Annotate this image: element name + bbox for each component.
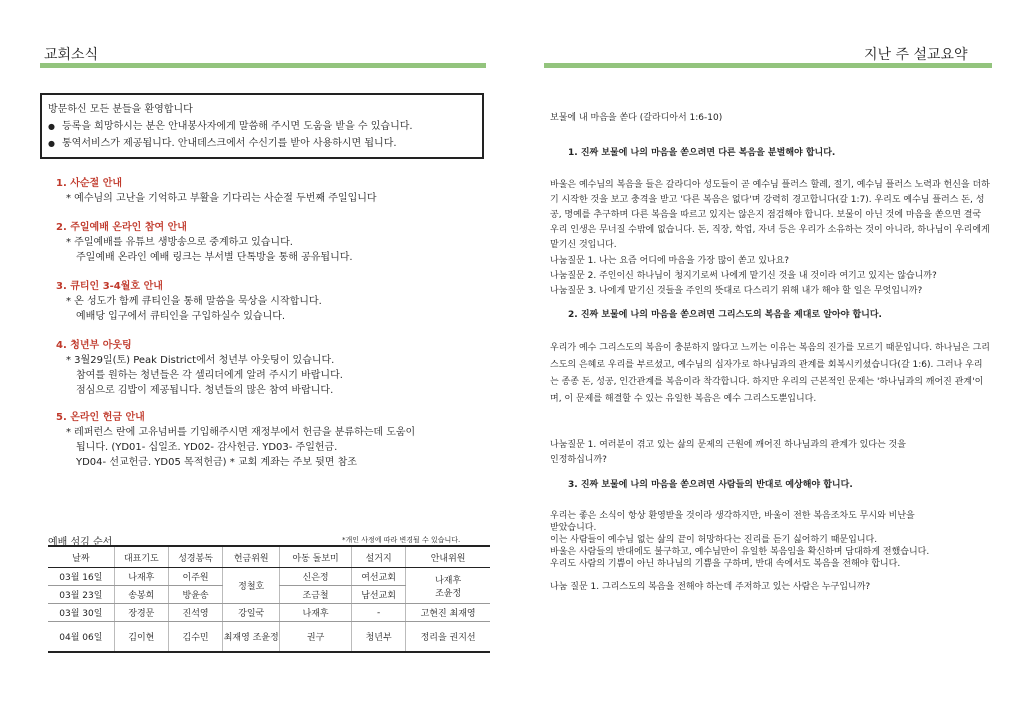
table-cell: - (351, 604, 405, 622)
right-accent-bar (544, 63, 992, 68)
welcome-box (40, 93, 484, 159)
table-cell: 송봉희 (114, 586, 168, 604)
table-cell: 이주원 (168, 568, 222, 586)
notice-1 (56, 176, 486, 206)
sermon-point-1: 1. 진짜 보물에 나의 마음을 쏟으려면 다른 복음을 분별해야 합니다. (568, 148, 836, 158)
notice-5 (56, 410, 486, 470)
table-cell: 여선교회 (351, 568, 405, 586)
notice-3 (56, 279, 486, 324)
sermon-title: 보물에 내 마음을 쏟다 (갈라디아서 1:6-10) (550, 113, 723, 123)
table-cell: 신은정 (280, 568, 352, 586)
sermon-paragraph-2: 우리가 예수 그리스도의 복음이 충분하지 않다고 느끼는 이유는 복음의 진가를 모르기 때문입니다. 하나님은 그리스도의 은혜로 우리를 부르셨고, 예수님의 십자가로 하나님과의 관계를 회복시키셨습니다(갈 1:6). 그러나 우리는 종종 돈, 성공, 인간관계를 복음이라 착각합니다. 하지만 우리의 근본적인 문제는 '하나님과의 깨어진 관계'이며, 이 문제를 해결할 수 있는 유일한 복음은 예수 그리스도뿐입니다. (550, 343, 990, 404)
left-page-title: 교회소식 (44, 47, 99, 63)
sermon-point-2: 2. 진짜 보물에 나의 마음을 쏟으려면 그리스도의 복음을 제대로 알아야 합니다. (568, 310, 882, 320)
sharing-question-3: 나눔 질문 1. 그리스도의 복음을 전해야 하는데 주저하고 있는 사람은 누구입니까? (550, 582, 871, 592)
sharing-questions-2 (550, 438, 990, 468)
notice-line: 점심으로 김밥이 제공됩니다. 청년들의 많은 참여 바랍니다. (76, 385, 334, 396)
cell-line: 조윤정 (435, 588, 462, 599)
sharing-question: 나눔질문 1. 나는 요즘 어디에 마음을 가장 많이 쏟고 있나요? (550, 256, 790, 266)
notice-line: 참여를 원하는 청년들은 각 셀리더에게 알려 주시기 바랍니다. (76, 370, 343, 381)
schedule-table (48, 545, 490, 653)
notice-line: 됩니다. (YD01- 십일조. YD02- 감사헌금. YD03- 주일헌금. (76, 442, 338, 453)
paragraph-line: 우리는 좋은 소식이 항상 환영받을 것이라 생각하지만, 바울이 전한 복음조차도 무시와 비난을 (550, 511, 915, 521)
notice-title: 4. 청년부 아웃팅 (56, 340, 132, 351)
sermon-paragraph-1: 바울은 예수님의 복음을 들은 갈라디아 성도들이 곧 예수님 플러스 할례, 절기, 예수님 플러스 노력과 헌신을 더하기 시작한 것을 보고 충격을 받고 '다른 복음은 없다'며 강력히 경고합니다(갈 1:7). 우리도 예수님 플러스 돈, 성공, 명예를 추구하며 다른 복음을 따르고 있지는 않은지 점검해야 합니다. 보물이 아닌 것에 마음을 쏟으면 결국 우리 인생은 무너질 수밖에 없습니다. 돈, 직장, 학업, 자녀 등은 우리가 소유하는 것이 아니라, 하나님이 우리에게 맡기신 것입니다. (550, 180, 990, 250)
table-cell: 장경문 (114, 604, 168, 622)
table-cell: 정리을 권지선 (406, 622, 490, 652)
table-cell: 03월 16일 (48, 568, 114, 586)
table-cell: 김수민 (168, 622, 222, 652)
col-header: 아동 돌보미 (280, 546, 352, 568)
schedule-title: 예배 섬김 순서 (48, 537, 113, 548)
table-cell: 나재후 (114, 568, 168, 586)
notice-line: * 레퍼런스 란에 고유넘버를 기입해주시면 재정부에서 헌금을 분류하는데 도움이 (66, 427, 416, 438)
table-row (48, 604, 490, 622)
table-cell: 04월 06일 (48, 622, 114, 652)
table-row (48, 622, 490, 652)
col-header: 대표기도 (114, 546, 168, 568)
table-header-row (48, 546, 490, 568)
notice-title: 2. 주일예배 온라인 참여 안내 (56, 222, 187, 233)
notice-line: 주일예배 온라인 예배 링크는 부서별 단톡방을 통해 공유됩니다. (76, 252, 353, 263)
sharing-question: 나눔질문 3. 나에게 맡기신 것들을 주인의 뜻대로 다스리기 위해 내가 해야 할 일은 무엇입니까? (550, 286, 923, 296)
notice-4 (56, 338, 486, 398)
table-cell: 남선교회 (351, 586, 405, 604)
table-cell: 나재후 (280, 604, 352, 622)
table-cell: 청년부 (351, 622, 405, 652)
table-row (48, 568, 490, 586)
schedule-note: *개인 사정에 따라 변경될 수 있습니다. (342, 536, 461, 544)
table-cell: 김이현 (114, 622, 168, 652)
paragraph-line: 받았습니다. (550, 523, 597, 533)
table-cell (406, 568, 490, 604)
paragraph-line: 이는 사람들이 예수님 없는 삶의 끝이 허망하다는 진리를 듣기 싫어하기 때문입니다. (550, 535, 878, 545)
notice-line: * 온 성도가 함께 큐티인을 통해 말씀을 묵상을 시작합니다. (66, 296, 322, 307)
notice-title: 5. 온라인 헌금 안내 (56, 412, 145, 423)
notice-title: 1. 사순절 안내 (56, 178, 123, 189)
notice-line: * 주일예배를 유튜브 생방송으로 중계하고 있습니다. (66, 237, 293, 248)
col-header: 설거지 (351, 546, 405, 568)
sharing-questions-1 (550, 254, 990, 299)
table-cell: 강일국 (223, 604, 280, 622)
sharing-question: 나눔질문 1. 여러분이 겪고 있는 삶의 문제의 근원에 깨어진 하나님과의 관계가 있다는 것을 (550, 440, 906, 450)
notice-2 (56, 220, 486, 265)
right-page-title: 지난 주 설교요약 (864, 47, 968, 63)
welcome-item: ● 통역서비스가 제공됩니다. 안내데스크에서 수신기를 받아 사용하시면 됩니다. (48, 135, 476, 152)
table-cell: 03월 23일 (48, 586, 114, 604)
cell-line: 나재후 (435, 575, 462, 586)
welcome-title: 방문하신 모든 분들을 환영합니다 (48, 104, 193, 115)
notice-title: 3. 큐티인 3-4월호 안내 (56, 281, 163, 292)
notice-line: * 예수님의 고난을 기억하고 부활을 기다리는 사순절 두번째 주일입니다 (66, 193, 377, 204)
table-cell: 고현진 최재영 (406, 604, 490, 622)
table-cell: 최재영 조윤정 (223, 622, 280, 652)
welcome-item: ● 등록을 희망하시는 분은 안내봉사자에게 말씀해 주시면 도움을 받을 수 있습니다. (48, 118, 476, 135)
table-cell: 정철호 (223, 568, 280, 604)
table-cell: 방윤송 (168, 586, 222, 604)
paragraph-line: 바울은 사람들의 반대에도 불구하고, 예수님만이 유일한 복음임을 확신하며 담대하게 전했습니다. (550, 547, 930, 557)
notice-line: 예배당 입구에서 큐티인을 구입하실수 있습니다. (76, 311, 286, 322)
notice-line: YD04- 선교헌금. YD05 목적헌금) * 교회 계좌는 주보 뒷면 참조 (76, 457, 357, 468)
sharing-question: 나눔질문 2. 주인이신 하나님이 청지기로써 나에게 맡기신 것을 내 것이라 여기고 있지는 않습니까? (550, 271, 937, 281)
table-cell: 권구 (280, 622, 352, 652)
sharing-question: 인정하십니까? (550, 455, 607, 465)
notice-line: * 3월29일(토) Peak District에서 청년부 아웃팅이 있습니다. (66, 355, 335, 366)
sermon-paragraph-3 (550, 510, 990, 570)
col-header: 헌금위원 (223, 546, 280, 568)
paragraph-line: 우리도 사람의 기쁨이 아닌 하나님의 기쁨을 구하며, 반대 속에서도 복음을 전해야 합니다. (550, 559, 901, 569)
sermon-point-3: 3. 진짜 보물에 나의 마음을 쏟으려면 사람들의 반대로 예상해야 합니다. (568, 480, 853, 490)
table-cell: 진석영 (168, 604, 222, 622)
col-header: 성경봉독 (168, 546, 222, 568)
left-accent-bar (40, 63, 486, 68)
table-cell: 03월 30일 (48, 604, 114, 622)
col-header: 날짜 (48, 546, 114, 568)
table-cell: 조금철 (280, 586, 352, 604)
col-header: 안내위원 (406, 546, 490, 568)
